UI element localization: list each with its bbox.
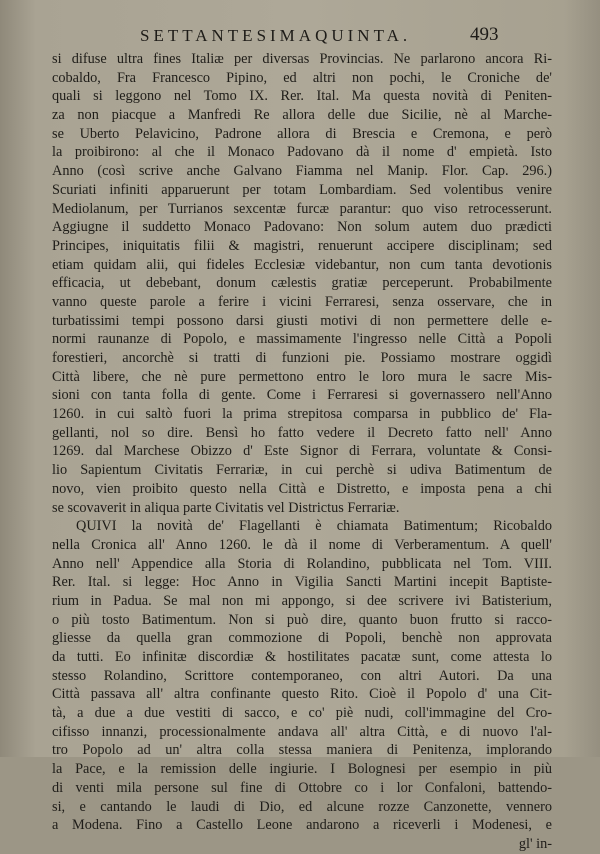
text-line: cobaldo, Fra Francesco Pipino, ed altri non pochi, le Croniche de' <box>52 69 552 86</box>
text-line: Anno nell' Appendice alla Storia di Rolandino, pubblicata nel Tom. VIII. <box>52 555 552 572</box>
text-line: Rer. Ital. si legge: Hoc Anno in Vigilia Sancti Martini incepit Baptiste- <box>52 574 552 591</box>
text-line: a Modena. Fino a Castello Leone andarono a riceverli i Modenesi, e <box>52 817 552 834</box>
text-line: quali si leggono nel Tomo IX. Rer. Ital. Ma questa novità di Peniten- <box>52 88 552 105</box>
page-number: 493 <box>470 24 499 45</box>
text-line: Principes, iniquitatis filii & magistri, renuerunt accipere disciplinam; sed <box>52 237 552 254</box>
running-title: SETTANTESIMAQUINTA. <box>140 26 412 45</box>
text-line: Mediolanum, per Turrianos sexcentæ furcæ parantur: quo viso retrocesserunt. <box>52 200 552 217</box>
text-line: o più tosto Batimentum. Non si può dire, quanto buon frutto si racco- <box>52 611 552 628</box>
text-line: di venti mila persone sul fine di Ottobre co i lor Confaloni, battendo- <box>52 779 552 796</box>
catchword: gl' in- <box>518 835 552 852</box>
text-line: lio Sapientum Civitatis Ferrariæ, in cui perchè si udiva Batimentum de <box>52 462 552 479</box>
text-line: Anno (così scrive anche Galvano Fiamma nel Manip. Flor. Cap. 296.) <box>52 163 552 180</box>
text-line: forestieri, ancorchè si tratti di funzioni pie. Possiamo mostrare oggidì <box>52 350 552 366</box>
text-line: normi raunanze di Popolo, e massimamente l'ingresso nelle Città a Popoli <box>52 331 552 348</box>
text-line: si difuse ultra fines Italiæ per diversas Provincias. Ne parlarono ancora Ri- <box>52 51 552 67</box>
text-line: za non piacque a Manfredi Re allora delle due Sicilie, nè al Marche- <box>52 107 552 124</box>
text-line: 1260. in cui saltò fuori la prima strepitosa comparsa in pubblico de' Fla- <box>52 406 552 423</box>
text-line: se Uberto Pelavicino, Padrone allora di Brescia e Cremona, e però <box>52 125 552 142</box>
text-line: gellanti, nol so dire. Bensì ho fatto vedere il Decreto fatto nell' Anno <box>52 424 552 441</box>
text-line: Aggiugne il suddetto Monaco Padovano: Non solum autem duo prædicti <box>52 219 552 236</box>
text-line: 1269. dal Marchese Obizzo d' Este Signor di Ferrara, voluntate & Consi- <box>52 443 552 460</box>
text-line: sioni con tanta folla di gente. Come i Ferraresi si governassero nell'Anno <box>52 387 552 404</box>
text-line: vanno queste parole a ferire i vicini Ferraresi, senza osservare, che in <box>52 293 552 310</box>
text-line: tro Popolo ad un' altra colla stessa maniera di Penitenza, implorando <box>52 742 552 759</box>
body-text <box>52 50 552 854</box>
text-line: Città passava all' altra confinante questo Rito. Cioè il Popolo d' una Cit- <box>52 686 552 703</box>
text-line: la Pace, e la remission delle ingiurie. I Bolognesi per esempio in più <box>52 761 552 778</box>
text-line: se scovaverit in aliqua parte Civitatis vel Districtus Ferrariæ. <box>52 499 400 516</box>
text-line: gliesse da quella gran commozione di Popoli, benchè non approvata <box>52 630 552 647</box>
text-line: efficacia, ut debebant, donum cælestis gratiæ perceperunt. Probabilmente <box>52 275 552 292</box>
text-line: nella Cronica all' Anno 1260. le dà il nome di Verberamentum. A quell' <box>52 536 552 553</box>
text-line: turbatissimi tempi possono darsi giusti motivi di non permettere delle e- <box>52 312 552 329</box>
text-line: Scuriati infiniti apparuerunt per totam Lombardiam. Sed volentibus venire <box>52 181 552 198</box>
text-line: tà, a due a due vestiti di sacco, e co' piè nudi, coll'immagine del Cro- <box>52 705 552 722</box>
text-line: Città libere, che nè pure permettono entro le loro mura le sacre Mis- <box>52 368 552 385</box>
text-line: rium in Padua. Se mal non mi appongo, si dee scrivere ivi Batisterium, <box>52 592 552 609</box>
text-line: da tutti. Eo infinitæ discordiæ & hostilitates pacatæ sunt, come attesta lo <box>52 649 552 665</box>
text-line: novo, vien proibito questo nella Città e Distretto, e imposta pena a chi <box>52 480 552 497</box>
text-line: etiam quidam alii, qui fideles Ecclesiæ videbantur, non cum tanta devotionis <box>52 256 552 273</box>
text-line: cifisso innanzi, processionalmente andava all' altra Città, e di nuovo l'al- <box>52 723 552 740</box>
text-line: stesso Rolandino, Scrittore contemporaneo, con altri Autori. Da una <box>52 667 552 684</box>
paragraph-start-line: QUIVI la novità de' Flagellanti è chiamata Batimentum; Ricobaldo <box>76 518 552 535</box>
text-line: si, e cantando le laudi di Dio, ed alcune rozze Canzonette, vennero <box>52 798 552 815</box>
text-line: la proibirono: al che il Monaco Padovano dà il nome d' empietà. Isto <box>52 144 552 161</box>
